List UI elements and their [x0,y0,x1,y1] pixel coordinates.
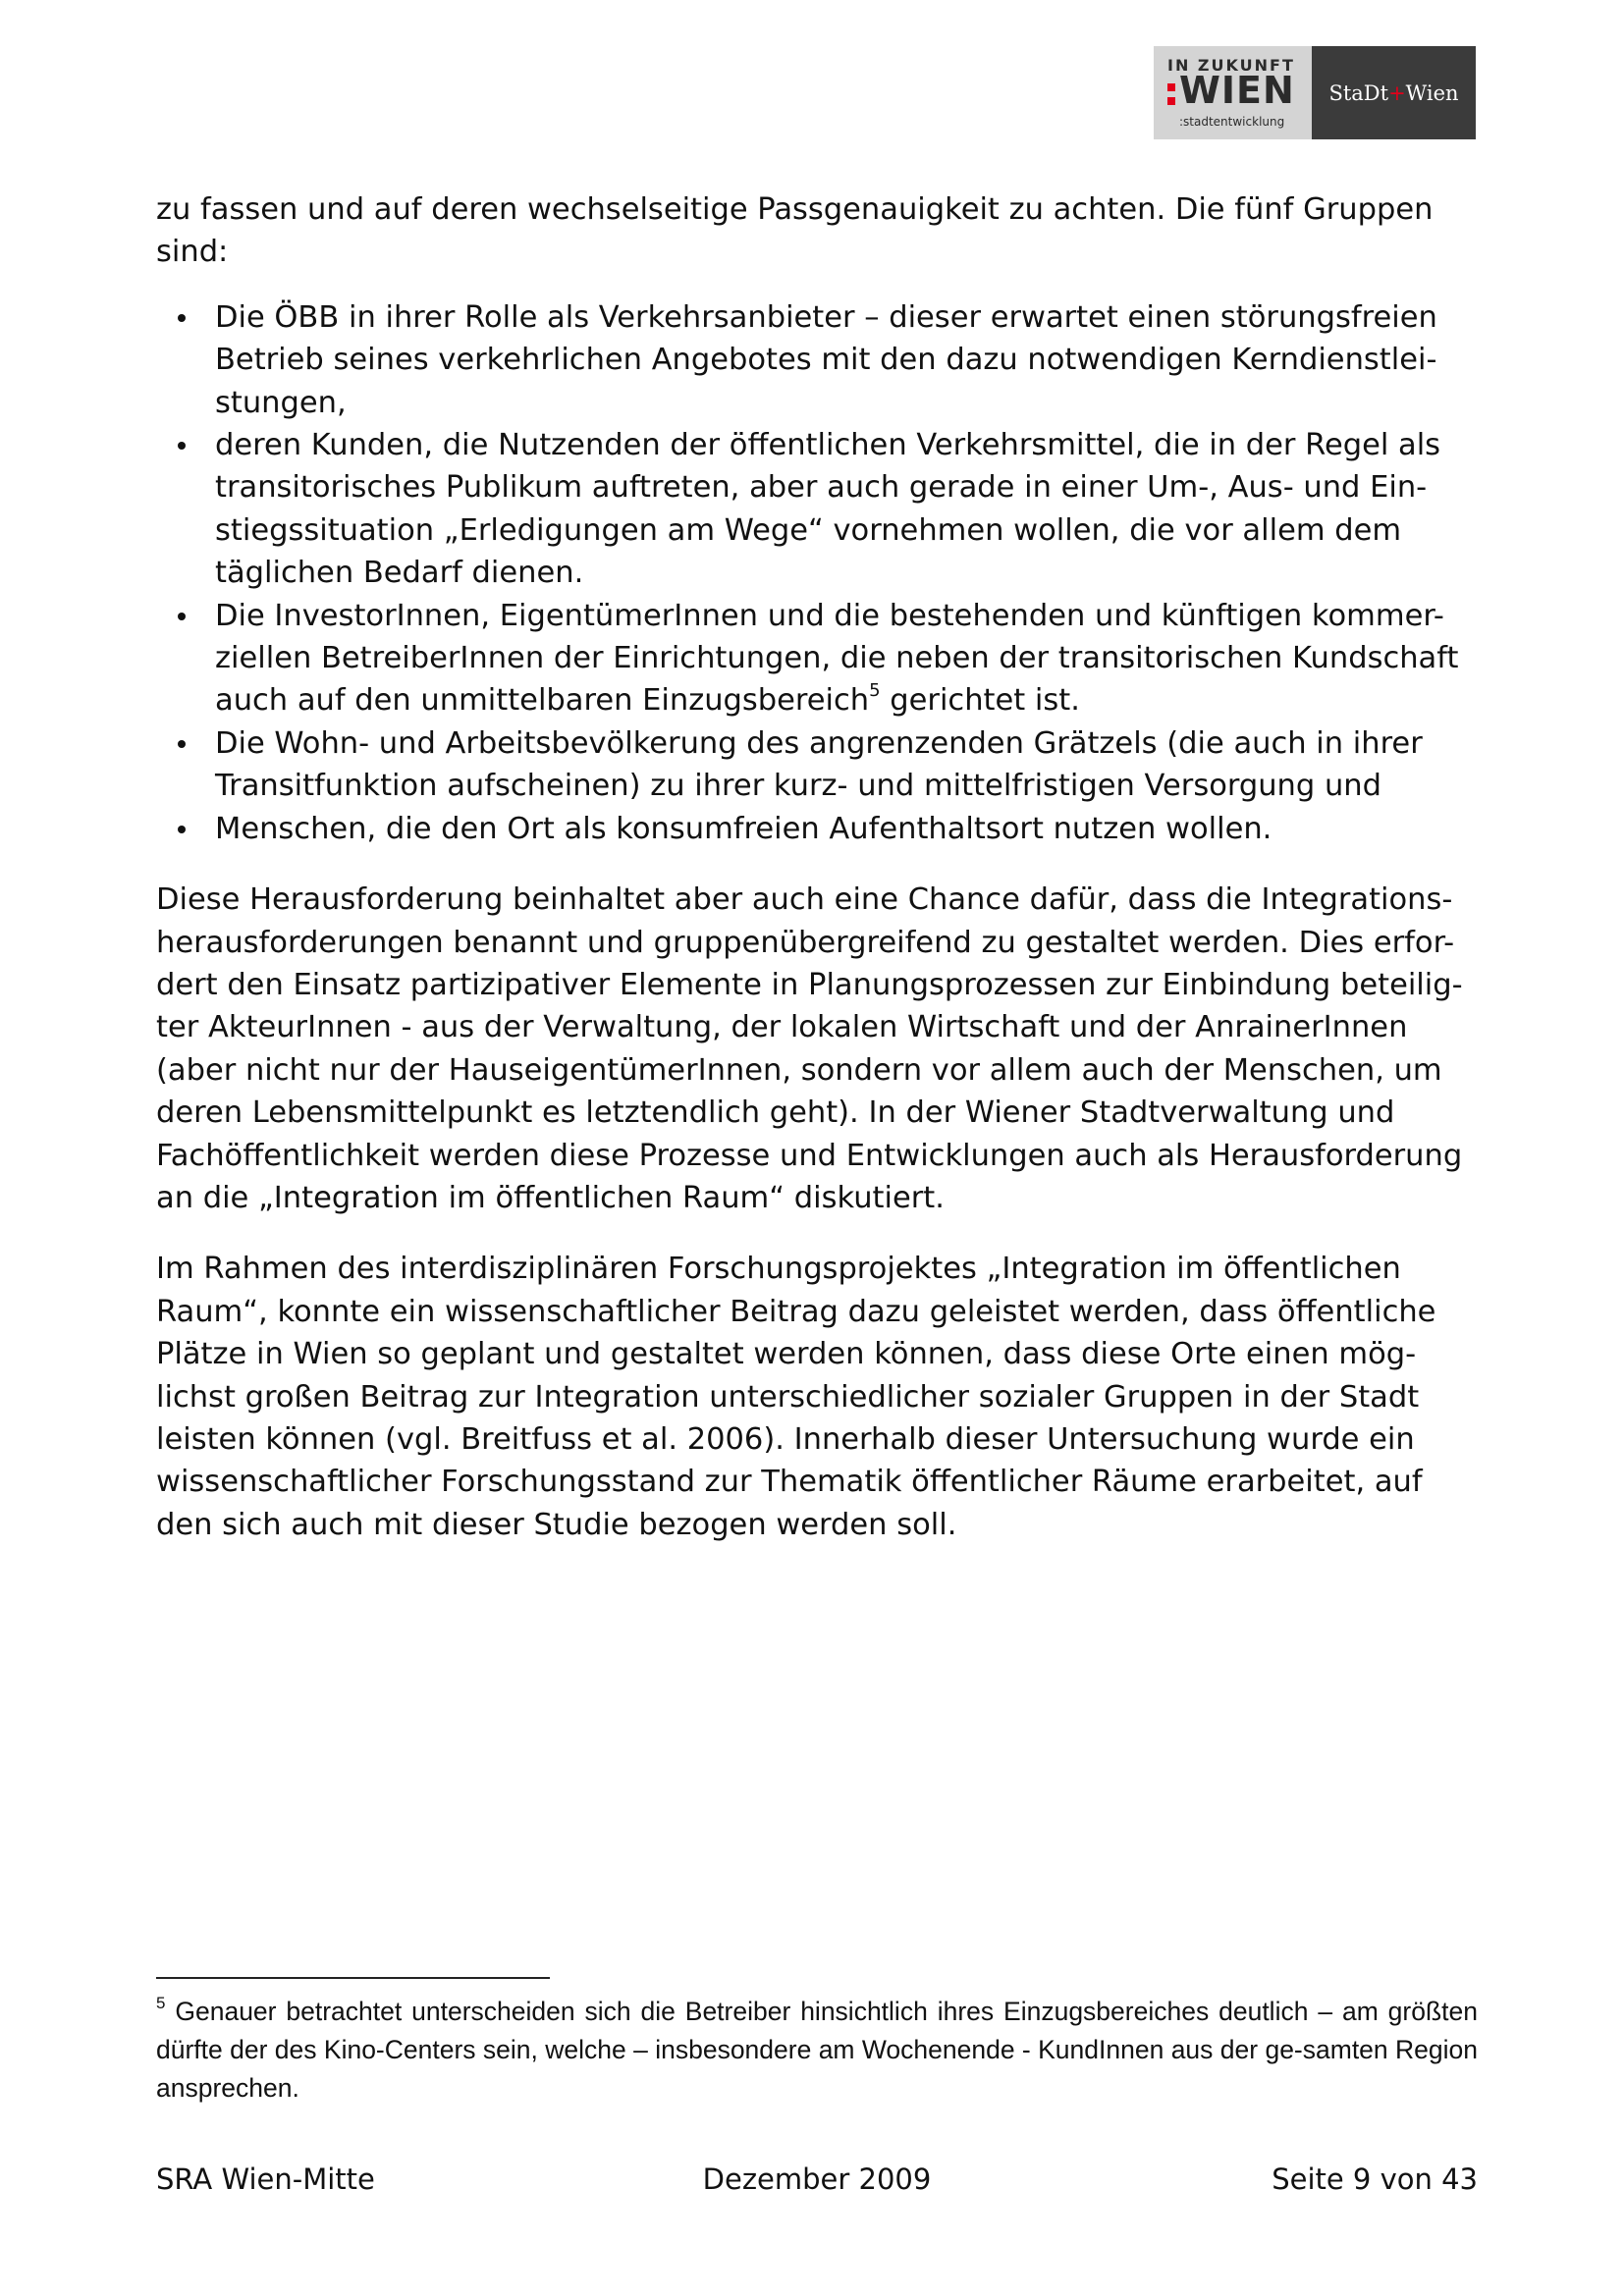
logo-sub-text: :stadtentwicklung [1179,115,1285,129]
footer-date: Dezember 2009 [702,2163,932,2196]
list-item: Menschen, die den Ort als konsumfreien Aufenthaltsort nutzen wollen. [156,808,1478,850]
logo-dot [1167,97,1175,105]
list-item: deren Kunden, die Nutzenden der öffentlichen Verkehrsmittel, die in der Regel als transitorisches Publikum auftreten, aber auch gerade in einer Um-, Aus- und Ein-stiegssituation „Erledigungen am Wege“ vornehmen wollen, die vor allem dem täglichen Bedarf dienen. [156,424,1478,595]
bullet-icon [178,740,186,748]
page-footer [156,2160,1478,2199]
intro-paragraph: zu fassen und auf deren wechselseitige Passgenauigkeit zu achten. Die fünf Gruppen sind: [156,192,1434,270]
footnote-text: Genauer betrachtet unterscheiden sich die Betreiber hinsichtlich ihres Einzugsbereiches deutlich – am größten dürfte der des Kino-Centers sein, welche – insbesondere am Wochenende - KundInnen aus der ge-samten Region ansprechen. [156,1997,1478,2103]
logo-stadt-text: StaDt+Wien [1328,80,1459,105]
footer-page-number: Seite 9 von 43 [1272,2163,1478,2196]
paragraph-challenge: Diese Herausforderung beinhaltet aber auch eine Chance dafür, dass die Integrations-herausforderungen benannt und gruppenübergreifend zu gestaltet werden. Dies erfor-dert den Einsatz partizipativer Elemente in Planungsprozessen zur Einbindung beteilig-ter AkteurInnen - aus der Verwaltung, der lokalen Wirtschaft und der AnrainerInnen (aber nicht nur der HauseigentümerInnen, sondern vor allem auch der Menschen, um deren Lebensmittelpunkt es letztendlich geht). In der Wiener Stadtverwaltung und Fachöffentlichkeit werden diese Prozesse und Entwicklungen auch als Herausforderung an die „Integration im öffentlichen Raum“ diskutiert. [156,882,1463,1215]
logo-top-text: IN ZUKUNFT [1167,56,1295,75]
bullet-icon [178,826,186,833]
list-item: Die Wohn- und Arbeitsbevölkerung des angrenzenden Grätzels (die auch in ihrer Transitfunktion aufscheinen) zu ihrer kurz- und mittelfristigen Versorgung und [156,722,1478,808]
footnote-separator [156,1977,550,1979]
list-item: Die ÖBB in ihrer Rolle als Verkehrsanbieter – dieser erwartet einen störungsfreien Betrieb seines verkehrlichen Angebotes mit den dazu notwendigen Kerndienstlei-stungen, [156,296,1478,424]
logo-dot [1167,83,1175,91]
bullet-icon [178,314,186,322]
document-body [156,188,1478,1546]
footnote-reference[interactable]: 5 [869,680,881,702]
footnote [156,1993,1478,2108]
header-logo [1154,46,1476,139]
bullet-icon [178,442,186,450]
footnote-number: 5 [156,1994,166,2012]
list-item: Die InvestorInnen, EigentümerInnen und die bestehenden und künftigen kommer-ziellen BetreiberInnen der Einrichtungen, die neben der transitorischen Kundschaft auch auf den unmittelbaren Einzugsbereich$^5$ gerichtet ist. [156,595,1478,722]
logo-wien-text: WIEN [1179,69,1295,112]
bullet-icon [178,613,186,620]
logo-stadt-wien [1312,46,1476,139]
group-list [156,296,1478,850]
logo-in-zukunft-wien [1154,46,1312,139]
footer-document-title: SRA Wien-Mitte [156,2163,375,2196]
paragraph-research: Im Rahmen des interdisziplinären Forschungsprojektes „Integration im öffentlichen Raum“, konnte ein wissenschaftlicher Beitrag dazu geleistet werden, dass öffentliche Plätze in Wien so geplant und gestaltet werden können, dass diese Orte einen mög-lichst großen Beitrag zur Integration unterschiedlicher sozialer Gruppen in der Stadt leisten können (vgl. Breitfuss et al. 2006). Innerhalb dieser Untersuchung wurde ein wissenschaftlicher Forschungsstand zur Thematik öffentlicher Räume erarbeitet, auf den sich auch mit dieser Studie bezogen werden soll. [156,1252,1436,1542]
